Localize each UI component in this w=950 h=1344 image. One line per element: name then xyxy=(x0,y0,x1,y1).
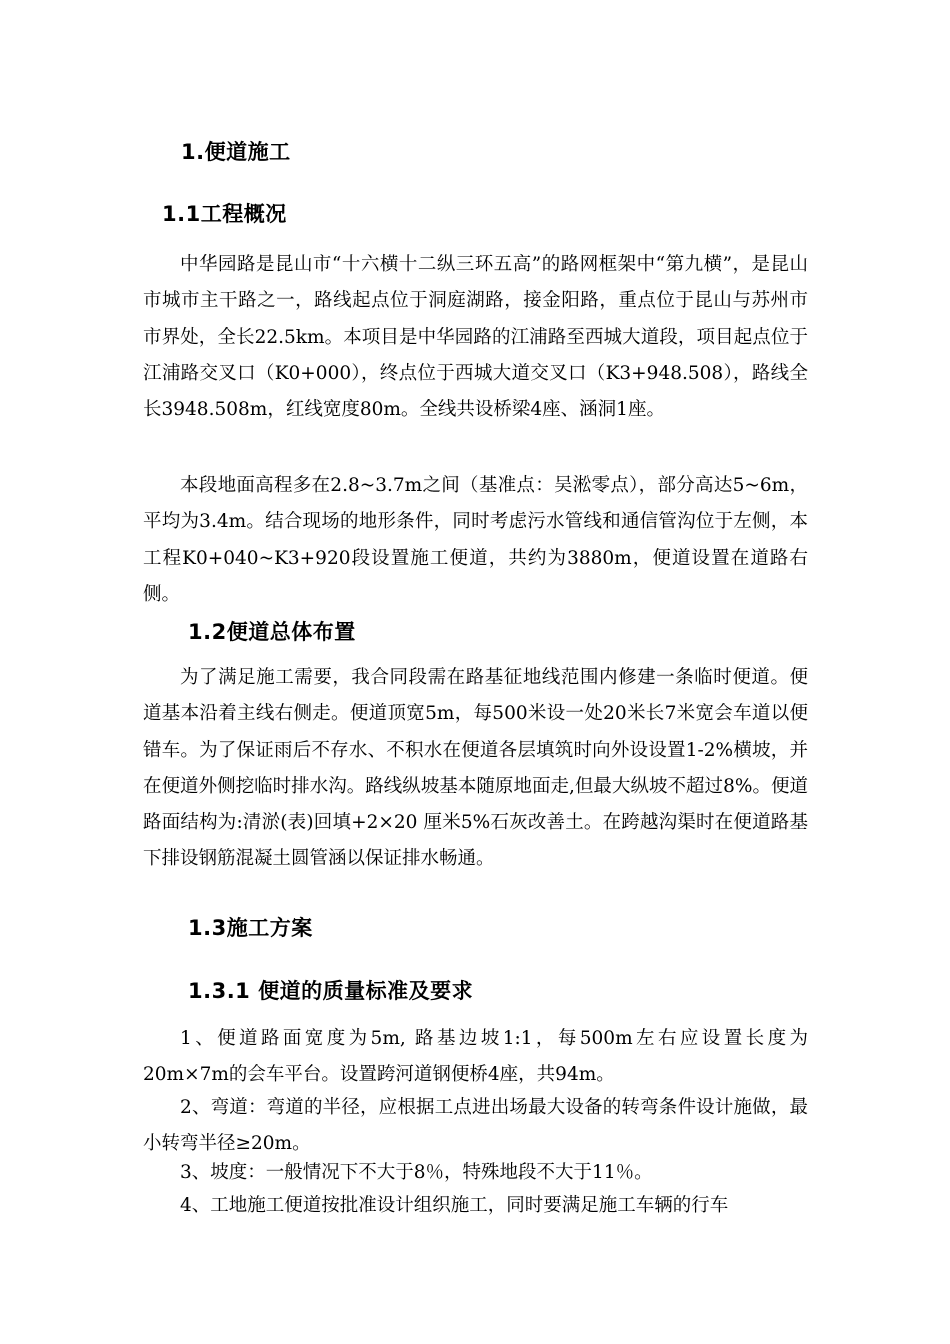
section-heading-1-3: 1.3施工方案 xyxy=(188,916,313,940)
section-heading-1-1: 1.1工程概况 xyxy=(162,202,287,226)
paragraph-requirement-3: 3、坡度：一般情况下不大于8％，特殊地段不大于11％。 xyxy=(180,1162,653,1183)
section-heading-1-3-1: 1.3.1 便道的质量标准及要求 xyxy=(188,979,474,1003)
paragraph-layout: 为了满足施工需要，我合同段需在路基征地线范围内修建一条临时便道。便道基本沿着主线右侧走。便道顶宽5m，每500米设一处20米长7米宽会车道以便错车。为了保证雨后不存水、不积水在便道各层填筑时向外设设置1-2%横坡，并在便道外侧挖临时排水沟。路线纵坡基本随原地面走,但最大纵坡不超过8%。便道路面结构为:清淤(表)回填+2×20 厘米5%石灰改善土。在跨越沟渠时在便道路基下排设钢筋混凝土圆管涵以保证排水畅通。 xyxy=(143,667,808,870)
paragraph-overview-1: 中华园路是昆山市“十六横十二纵三环五高”的路网框架中“第九横”，是昆山市城市主干路之一，路线起点位于洞庭湖路，接金阳路，重点位于昆山与苏州市市界处，全长22.5km。本项目是中华园路的江浦路至西城大道段，项目起点位于江浦路交叉口（K0+000），终点位于西城大道交叉口（K3+948.508），路线全长3948.508m，红线宽度80m。全线共设桥梁4座、涵洞1座。 xyxy=(143,254,808,421)
paragraph-requirement-4: 4、工地施工便道按批准设计组织施工，同时要满足施工车辆的行车 xyxy=(180,1195,729,1216)
paragraph-overview-2: 本段地面高程多在2.8~3.7m之间（基准点：吴淞零点），部分高达5~6m，平均为3.4m。结合现场的地形条件，同时考虑污水管线和通信管沟位于左侧，本工程K0+040~K3+920段设置施工便道，共约为3880m，便道设置在道路右侧。 xyxy=(143,475,808,605)
paragraph-requirement-1: 1、便道路面宽度为5m, 路基边坡1:1，每500m左右应设置长度为20m×7m的会车平台。设置跨河道钢便桥4座，共94m。 xyxy=(143,1028,808,1086)
paragraph-requirement-2: 2、弯道：弯道的半径，应根据工点进出场最大设备的转弯条件设计施做，最小转弯半径≥20m。 xyxy=(143,1097,808,1155)
section-heading-1-2: 1.2便道总体布置 xyxy=(188,620,356,644)
section-heading-1: 1.便道施工 xyxy=(181,140,291,164)
